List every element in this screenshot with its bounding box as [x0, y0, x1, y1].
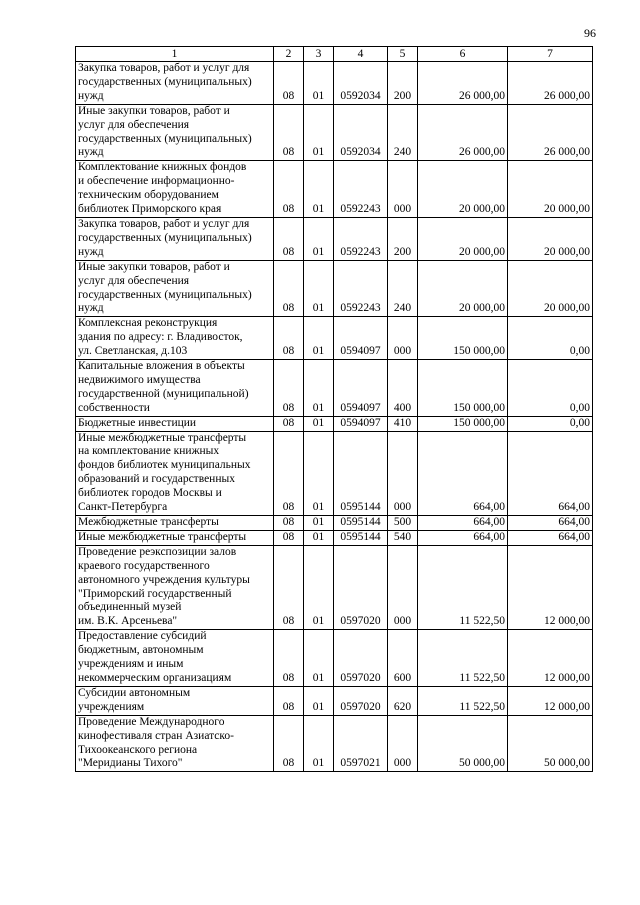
amount-column-7: 12 000,00	[508, 630, 593, 687]
target-article-code: 0592243	[334, 217, 388, 260]
subsection-code: 01	[304, 715, 334, 772]
section-code: 08	[274, 715, 304, 772]
expense-type-code: 000	[388, 715, 418, 772]
item-name: Комплексная реконструкция здания по адресу: г. Владивосток, ул. Светланская, д.103	[78, 317, 243, 358]
amount-column-7: 26 000,00	[508, 104, 593, 161]
target-article-code: 0592243	[334, 260, 388, 317]
expense-type-code: 000	[388, 161, 418, 218]
amount-column-6: 50 000,00	[418, 715, 508, 772]
item-name: Закупка товаров, работ и услуг для государственных (муниципальных) нужд	[78, 217, 252, 258]
target-article-code: 0594097	[334, 416, 388, 431]
amount-column-6: 11 522,50	[418, 545, 508, 629]
amount-column-6: 20 000,00	[418, 260, 508, 317]
item-name-cell	[76, 104, 274, 161]
item-name-cell	[76, 260, 274, 317]
table-body	[76, 62, 593, 772]
item-name-cell	[76, 545, 274, 629]
section-code: 08	[274, 416, 304, 431]
expense-type-code: 000	[388, 431, 418, 515]
table-row	[76, 416, 593, 431]
subsection-code: 01	[304, 416, 334, 431]
expense-type-code: 410	[388, 416, 418, 431]
subsection-code: 01	[304, 161, 334, 218]
item-name: Проведение реэкспозиции залов краевого государственного автономного учреждения культуры "Приморский государственный объединенный музей им. В.К. Арсеньева"	[78, 545, 250, 628]
subsection-code: 01	[304, 360, 334, 417]
amount-column-7: 0,00	[508, 360, 593, 417]
table-row	[76, 516, 593, 531]
item-name-cell	[76, 516, 274, 531]
subsection-code: 01	[304, 686, 334, 715]
item-name: Межбюджетные трансферты	[78, 516, 219, 528]
table-row	[76, 630, 593, 687]
amount-column-7: 20 000,00	[508, 161, 593, 218]
item-name: Проведение Международного кинофестиваля стран Азиатско- Тихоокеанского региона "Меридианы Тихого"	[78, 715, 234, 770]
expense-type-code: 600	[388, 630, 418, 687]
item-name: Капитальные вложения в объекты недвижимого имущества государственной (муниципальной) собственности	[78, 360, 249, 414]
subsection-code: 01	[304, 217, 334, 260]
item-name-cell	[76, 317, 274, 360]
item-name-cell	[76, 360, 274, 417]
section-code: 08	[274, 545, 304, 629]
column-number: 2	[274, 47, 304, 62]
target-article-code: 0597020	[334, 630, 388, 687]
section-code: 08	[274, 516, 304, 531]
page-number: 96	[584, 26, 596, 40]
item-name-cell	[76, 630, 274, 687]
column-number: 6	[418, 47, 508, 62]
amount-column-6: 664,00	[418, 530, 508, 545]
amount-column-6: 11 522,50	[418, 630, 508, 687]
item-name: Иные межбюджетные трансферты на комплектование книжных фондов библиотек муниципальных образований и государственных библиотек городов Москвы и Санкт-Петербурга	[78, 431, 251, 514]
item-name: Субсидии автономным учреждениям	[78, 686, 191, 713]
item-name: Бюджетные инвестиции	[78, 416, 197, 429]
amount-column-7: 12 000,00	[508, 686, 593, 715]
table-row	[76, 545, 593, 629]
target-article-code: 0592243	[334, 161, 388, 218]
subsection-code: 01	[304, 431, 334, 515]
item-name-cell	[76, 62, 274, 105]
subsection-code: 01	[304, 630, 334, 687]
expense-type-code: 000	[388, 545, 418, 629]
target-article-code: 0595144	[334, 516, 388, 531]
amount-column-6: 11 522,50	[418, 686, 508, 715]
section-code: 08	[274, 62, 304, 105]
expense-type-code: 200	[388, 62, 418, 105]
amount-column-7: 20 000,00	[508, 217, 593, 260]
expense-type-code: 540	[388, 530, 418, 545]
item-name-cell	[76, 530, 274, 545]
amount-column-7: 0,00	[508, 317, 593, 360]
target-article-code: 0595144	[334, 530, 388, 545]
section-code: 08	[274, 431, 304, 515]
budget-table	[75, 46, 593, 772]
target-article-code: 0597020	[334, 686, 388, 715]
table-row	[76, 260, 593, 317]
subsection-code: 01	[304, 260, 334, 317]
target-article-code: 0595144	[334, 431, 388, 515]
amount-column-6: 20 000,00	[418, 217, 508, 260]
amount-column-6: 150 000,00	[418, 416, 508, 431]
item-name-cell	[76, 431, 274, 515]
section-code: 08	[274, 360, 304, 417]
section-code: 08	[274, 260, 304, 317]
amount-column-7: 26 000,00	[508, 62, 593, 105]
subsection-code: 01	[304, 104, 334, 161]
table-row	[76, 62, 593, 105]
expense-type-code: 000	[388, 317, 418, 360]
column-number: 7	[508, 47, 593, 62]
amount-column-6: 26 000,00	[418, 62, 508, 105]
section-code: 08	[274, 686, 304, 715]
expense-type-code: 240	[388, 260, 418, 317]
amount-column-7: 0,00	[508, 416, 593, 431]
subsection-code: 01	[304, 317, 334, 360]
amount-column-7: 50 000,00	[508, 715, 593, 772]
amount-column-7: 664,00	[508, 431, 593, 515]
column-number: 4	[334, 47, 388, 62]
column-number: 3	[304, 47, 334, 62]
target-article-code: 0594097	[334, 360, 388, 417]
item-name-cell	[76, 715, 274, 772]
expense-type-code: 240	[388, 104, 418, 161]
subsection-code: 01	[304, 530, 334, 545]
section-code: 08	[274, 317, 304, 360]
item-name: Закупка товаров, работ и услуг для государственных (муниципальных) нужд	[78, 62, 252, 102]
section-code: 08	[274, 530, 304, 545]
expense-type-code: 200	[388, 217, 418, 260]
amount-column-7: 664,00	[508, 530, 593, 545]
amount-column-7: 20 000,00	[508, 260, 593, 317]
amount-column-6: 664,00	[418, 431, 508, 515]
item-name-cell	[76, 686, 274, 715]
item-name: Иные закупки товаров, работ и услуг для обеспечения государственных (муниципальных) нужд	[78, 104, 252, 159]
expense-type-code: 400	[388, 360, 418, 417]
amount-column-6: 150 000,00	[418, 317, 508, 360]
amount-column-6: 664,00	[418, 516, 508, 531]
section-code: 08	[274, 217, 304, 260]
table-row	[76, 317, 593, 360]
section-code: 08	[274, 104, 304, 161]
subsection-code: 01	[304, 516, 334, 531]
column-number: 1	[76, 47, 274, 62]
item-name: Иные закупки товаров, работ и услуг для обеспечения государственных (муниципальных) нужд	[78, 260, 252, 315]
table-row	[76, 360, 593, 417]
target-article-code: 0594097	[334, 317, 388, 360]
item-name: Предоставление субсидий бюджетным, автономным учреждениям и иным некоммерческим организациям	[78, 630, 232, 684]
expense-type-code: 500	[388, 516, 418, 531]
item-name: Иные межбюджетные трансферты	[78, 530, 247, 543]
item-name-cell	[76, 161, 274, 218]
subsection-code: 01	[304, 545, 334, 629]
section-code: 08	[274, 630, 304, 687]
table-row	[76, 104, 593, 161]
table-row	[76, 217, 593, 260]
amount-column-6: 20 000,00	[418, 161, 508, 218]
expense-type-code: 620	[388, 686, 418, 715]
target-article-code: 0592034	[334, 104, 388, 161]
item-name: Комплектование книжных фондов и обеспечение информационно- техническим оборудованием библиотек Приморского края	[78, 161, 247, 216]
column-number: 5	[388, 47, 418, 62]
column-number-row	[76, 47, 593, 62]
table-row	[76, 161, 593, 218]
amount-column-7: 664,00	[508, 516, 593, 531]
table-row	[76, 715, 593, 772]
subsection-code: 01	[304, 62, 334, 105]
item-name-cell	[76, 416, 274, 431]
item-name-cell	[76, 217, 274, 260]
table-row	[76, 530, 593, 545]
amount-column-6: 150 000,00	[418, 360, 508, 417]
section-code: 08	[274, 161, 304, 218]
amount-column-7: 12 000,00	[508, 545, 593, 629]
table-row	[76, 686, 593, 715]
amount-column-6: 26 000,00	[418, 104, 508, 161]
target-article-code: 0592034	[334, 62, 388, 105]
target-article-code: 0597020	[334, 545, 388, 629]
table-row	[76, 431, 593, 515]
target-article-code: 0597021	[334, 715, 388, 772]
